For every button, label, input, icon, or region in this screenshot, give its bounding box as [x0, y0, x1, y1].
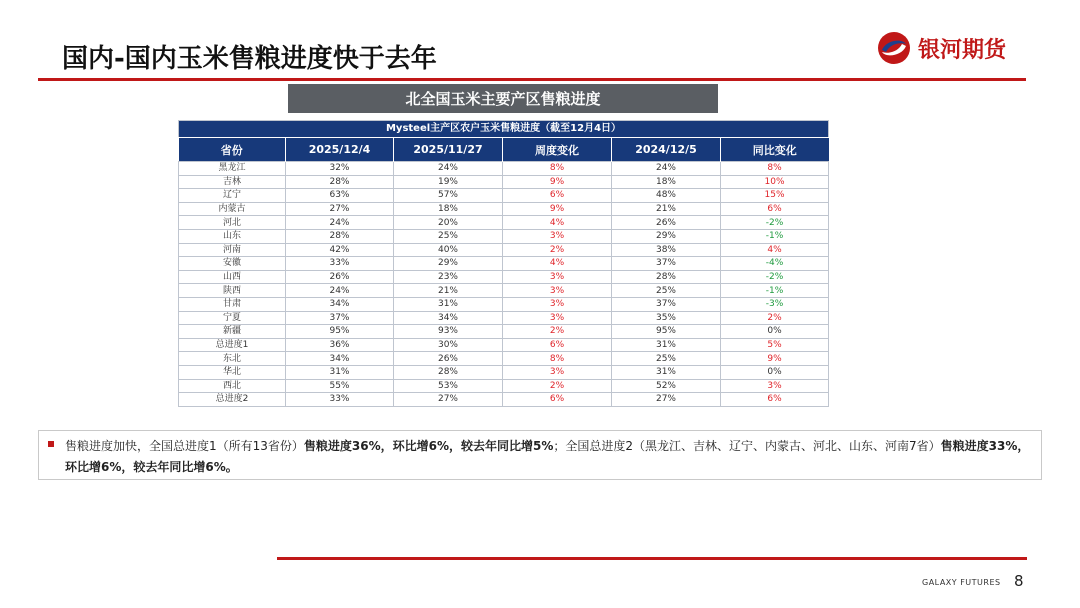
- table-row: [179, 216, 829, 230]
- table-cell: 20%: [394, 216, 503, 230]
- table-cell: -2%: [721, 216, 829, 230]
- page-title: 国内-国内玉米售粮进度快于去年: [62, 44, 437, 74]
- table-cell: 24%: [612, 162, 721, 176]
- column-header: 周度变化: [503, 138, 612, 162]
- table-cell: 26%: [612, 216, 721, 230]
- sales-progress-table-container: [178, 120, 828, 407]
- table-cell: 辽宁: [179, 189, 286, 203]
- table-row: [179, 338, 829, 352]
- table-cell: 6%: [503, 189, 612, 203]
- table-cell: 9%: [503, 202, 612, 216]
- table-cell: 甘肃: [179, 297, 286, 311]
- table-cell: 安徽: [179, 257, 286, 271]
- table-cell: 5%: [721, 338, 829, 352]
- table-cell: 东北: [179, 352, 286, 366]
- table-cell: 西北: [179, 379, 286, 393]
- table-row: [179, 352, 829, 366]
- table-cell: 0%: [721, 325, 829, 339]
- table-cell: -4%: [721, 257, 829, 271]
- table-cell: -1%: [721, 229, 829, 243]
- table-cell: 24%: [286, 284, 394, 298]
- table-cell: 21%: [394, 284, 503, 298]
- table-cell: -2%: [721, 270, 829, 284]
- summary-note: [38, 430, 1042, 480]
- table-cell: 2%: [721, 311, 829, 325]
- table-cell: 4%: [503, 216, 612, 230]
- table-cell: 26%: [286, 270, 394, 284]
- table-cell: 24%: [394, 162, 503, 176]
- table-row: [179, 202, 829, 216]
- table-cell: 山西: [179, 270, 286, 284]
- table-cell: 31%: [286, 365, 394, 379]
- table-cell: 34%: [286, 352, 394, 366]
- bullet-icon: [48, 441, 54, 447]
- table-cell: 25%: [612, 284, 721, 298]
- summary-note-text: [65, 436, 1035, 478]
- table-cell: 27%: [286, 202, 394, 216]
- table-cell: 95%: [286, 325, 394, 339]
- table-cell: 黑龙江: [179, 162, 286, 176]
- table-row: [179, 229, 829, 243]
- table-cell: 2%: [503, 325, 612, 339]
- table-cell: 4%: [721, 243, 829, 257]
- table-row: [179, 365, 829, 379]
- column-header: 2025/12/4: [286, 138, 394, 162]
- table-cell: 宁夏: [179, 311, 286, 325]
- footer-divider: [277, 557, 1027, 560]
- table-cell: 6%: [721, 393, 829, 407]
- table-cell: 48%: [612, 189, 721, 203]
- table-cell: 河南: [179, 243, 286, 257]
- table-cell: 8%: [503, 352, 612, 366]
- table-cell: 21%: [612, 202, 721, 216]
- galaxy-futures-logo: [876, 30, 1006, 66]
- table-cell: 18%: [394, 202, 503, 216]
- table-row: [179, 162, 829, 176]
- table-cell: 新疆: [179, 325, 286, 339]
- table-cell: 31%: [612, 365, 721, 379]
- note-text-part1: 售粮进度加快，全国总进度1（所有13省份）: [65, 439, 304, 453]
- table-cell: 63%: [286, 189, 394, 203]
- table-cell: 吉林: [179, 175, 286, 189]
- table-cell: 31%: [394, 297, 503, 311]
- table-header-row: [179, 138, 829, 162]
- table-cell: 9%: [721, 352, 829, 366]
- table-row: [179, 189, 829, 203]
- table-cell: 35%: [612, 311, 721, 325]
- page-number: 8: [1014, 572, 1024, 590]
- table-cell: 3%: [503, 311, 612, 325]
- table-cell: 27%: [394, 393, 503, 407]
- table-cell: 31%: [612, 338, 721, 352]
- table-cell: 3%: [503, 284, 612, 298]
- table-cell: 42%: [286, 243, 394, 257]
- table-cell: 95%: [612, 325, 721, 339]
- table-cell: 32%: [286, 162, 394, 176]
- table-cell: 3%: [503, 297, 612, 311]
- table-row: [179, 270, 829, 284]
- table-cell: 4%: [503, 257, 612, 271]
- table-cell: 40%: [394, 243, 503, 257]
- table-cell: 18%: [612, 175, 721, 189]
- table-cell: 0%: [721, 365, 829, 379]
- table-cell: 37%: [286, 311, 394, 325]
- table-cell: 37%: [612, 297, 721, 311]
- column-header: 同比变化: [721, 138, 829, 162]
- table-cell: 总进度1: [179, 338, 286, 352]
- table-cell: 内蒙古: [179, 202, 286, 216]
- table-body: [179, 162, 829, 407]
- table-cell: 93%: [394, 325, 503, 339]
- table-cell: 山东: [179, 229, 286, 243]
- table-cell: 8%: [503, 162, 612, 176]
- table-cell: 6%: [503, 393, 612, 407]
- table-cell: 华北: [179, 365, 286, 379]
- table-cell: 30%: [394, 338, 503, 352]
- table-cell: 23%: [394, 270, 503, 284]
- table-row: [179, 379, 829, 393]
- table-subtitle: 北全国玉米主要产区售粮进度: [288, 84, 718, 113]
- table-cell: 28%: [286, 229, 394, 243]
- table-row: [179, 243, 829, 257]
- table-row: [179, 393, 829, 407]
- column-header: 省份: [179, 138, 286, 162]
- table-cell: 28%: [394, 365, 503, 379]
- galaxy-logo-icon: [876, 30, 912, 66]
- table-cell: 6%: [503, 338, 612, 352]
- table-cell: 52%: [612, 379, 721, 393]
- table-cell: 15%: [721, 189, 829, 203]
- column-header: 2024/12/5: [612, 138, 721, 162]
- table-cell: 55%: [286, 379, 394, 393]
- table-cell: 36%: [286, 338, 394, 352]
- table-cell: 37%: [612, 257, 721, 271]
- table-cell: 29%: [394, 257, 503, 271]
- table-row: [179, 325, 829, 339]
- table-cell: 19%: [394, 175, 503, 189]
- table-cell: 25%: [612, 352, 721, 366]
- table-caption: Mysteel主产区农户玉米售粮进度（截至12月4日）: [179, 121, 829, 138]
- table-cell: 34%: [394, 311, 503, 325]
- table-cell: 24%: [286, 216, 394, 230]
- table-row: [179, 284, 829, 298]
- table-cell: 29%: [612, 229, 721, 243]
- table-cell: 28%: [286, 175, 394, 189]
- table-cell: -1%: [721, 284, 829, 298]
- table-cell: 陕西: [179, 284, 286, 298]
- note-text-part2: ；全国总进度2（黑龙江、吉林、辽宁、内蒙古、河北、山东、河南7省）: [553, 439, 941, 453]
- table-cell: 34%: [286, 297, 394, 311]
- note-highlight-2: 售粮进度33%，环比增6%，较去年同比增6%。: [65, 439, 1030, 474]
- table-cell: -3%: [721, 297, 829, 311]
- table-cell: 57%: [394, 189, 503, 203]
- table-cell: 2%: [503, 243, 612, 257]
- table-cell: 8%: [721, 162, 829, 176]
- table-cell: 28%: [612, 270, 721, 284]
- table-cell: 3%: [503, 229, 612, 243]
- title-divider: [38, 78, 1026, 81]
- table-cell: 3%: [721, 379, 829, 393]
- table-cell: 25%: [394, 229, 503, 243]
- sales-progress-table: [178, 120, 829, 407]
- table-cell: 38%: [612, 243, 721, 257]
- note-highlight-1: 售粮进度36%，环比增6%，较去年同比增5%: [303, 439, 554, 453]
- table-cell: 26%: [394, 352, 503, 366]
- table-row: [179, 311, 829, 325]
- table-row: [179, 175, 829, 189]
- table-cell: 3%: [503, 365, 612, 379]
- table-cell: 27%: [612, 393, 721, 407]
- table-cell: 河北: [179, 216, 286, 230]
- brand-name: 银河期货: [918, 37, 1007, 63]
- table-cell: 10%: [721, 175, 829, 189]
- table-cell: 33%: [286, 393, 394, 407]
- table-cell: 3%: [503, 270, 612, 284]
- table-cell: 9%: [503, 175, 612, 189]
- table-cell: 2%: [503, 379, 612, 393]
- table-cell: 总进度2: [179, 393, 286, 407]
- table-cell: 6%: [721, 202, 829, 216]
- table-cell: 53%: [394, 379, 503, 393]
- footer-brand: GALAXY FUTURES: [922, 578, 1001, 587]
- table-row: [179, 297, 829, 311]
- table-cell: 33%: [286, 257, 394, 271]
- table-row: [179, 257, 829, 271]
- column-header: 2025/11/27: [394, 138, 503, 162]
